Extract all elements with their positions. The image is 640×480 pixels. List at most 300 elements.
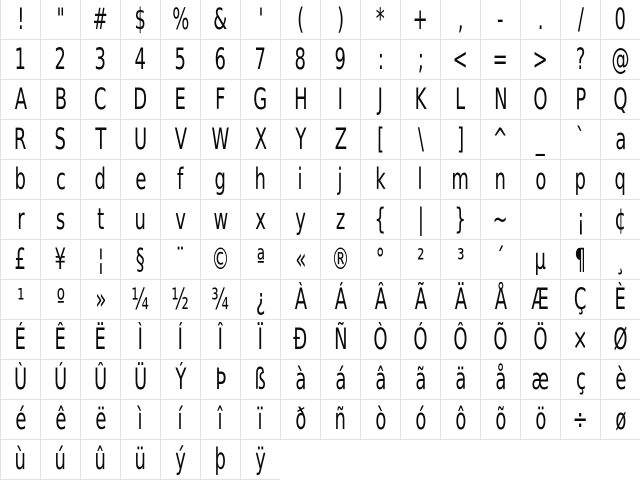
glyph: : — [377, 42, 384, 76]
glyph: s — [55, 202, 66, 236]
glyph-cell — [160, 280, 200, 320]
glyph: Z — [334, 122, 347, 156]
glyph: ß — [254, 362, 267, 396]
glyph: Y — [295, 122, 306, 156]
glyph-cell — [600, 240, 640, 280]
glyph-cell — [440, 280, 480, 320]
glyph: k — [375, 162, 386, 196]
glyph: ¦ — [97, 242, 104, 276]
glyph: ª — [256, 242, 265, 276]
glyph: ¾ — [211, 282, 230, 316]
glyph: N — [493, 82, 508, 116]
glyph-cell — [120, 40, 160, 80]
glyph-cell — [0, 80, 40, 120]
glyph: 5 — [174, 42, 187, 76]
glyph: u — [134, 202, 147, 236]
glyph-cell — [560, 80, 600, 120]
glyph-cell — [240, 40, 280, 80]
glyph: @ — [611, 42, 630, 76]
glyph: Ì — [137, 322, 144, 356]
glyph-row — [0, 360, 640, 400]
glyph-cell — [480, 160, 520, 200]
glyph: ( — [296, 2, 305, 36]
glyph: Ô — [453, 322, 468, 356]
glyph-cell — [0, 200, 40, 240]
glyph-cell — [40, 120, 80, 160]
glyph-cell — [160, 40, 200, 80]
glyph-cell — [320, 0, 360, 40]
glyph: × — [572, 322, 589, 356]
glyph: " — [56, 2, 65, 36]
glyph-cell — [280, 240, 320, 280]
glyph: É — [14, 322, 27, 356]
glyph: , — [457, 2, 464, 36]
glyph-cell — [0, 320, 40, 360]
glyph: ä — [454, 362, 467, 396]
glyph-cell — [280, 40, 320, 80]
glyph: | — [417, 202, 424, 236]
glyph: ó — [414, 402, 427, 436]
glyph-cell — [480, 240, 520, 280]
glyph: % — [171, 2, 190, 36]
glyph-cell — [320, 400, 360, 440]
glyph-cell — [160, 400, 200, 440]
glyph: Æ — [531, 282, 550, 316]
glyph: K — [414, 82, 427, 116]
glyph: û — [94, 442, 107, 476]
glyph: } — [454, 202, 467, 236]
glyph-cell — [520, 80, 560, 120]
glyph-cell — [560, 360, 600, 400]
glyph: 3 — [94, 42, 107, 76]
glyph-cell — [120, 440, 160, 480]
glyph-cell — [320, 240, 360, 280]
glyph-cell — [320, 80, 360, 120]
glyph: A — [14, 82, 27, 116]
glyph-cell — [600, 200, 640, 240]
glyph-cell — [560, 40, 600, 80]
glyph: r — [16, 202, 25, 236]
glyph: J — [377, 82, 384, 116]
glyph: - — [497, 2, 504, 36]
glyph-cell — [320, 160, 360, 200]
glyph-cell — [120, 120, 160, 160]
glyph-cell — [80, 440, 120, 480]
empty-glyph-cell — [520, 200, 560, 240]
glyph-cell — [200, 440, 240, 480]
glyph: ¼ — [131, 282, 150, 316]
glyph-cell — [280, 200, 320, 240]
glyph-cell — [560, 320, 600, 360]
glyph-cell — [200, 80, 240, 120]
glyph-row — [0, 160, 640, 200]
glyph: ö — [534, 402, 547, 436]
glyph-cell — [360, 320, 400, 360]
glyph-cell — [480, 360, 520, 400]
glyph: 4 — [134, 42, 147, 76]
glyph: w — [213, 202, 228, 236]
glyph-cell — [200, 320, 240, 360]
glyph-cell — [160, 160, 200, 200]
glyph-cell — [120, 240, 160, 280]
glyph-cell — [360, 80, 400, 120]
glyph: Ú — [53, 362, 68, 396]
glyph: ) — [336, 2, 345, 36]
glyph-cell — [240, 440, 280, 480]
glyph-cell — [80, 280, 120, 320]
glyph-cell — [240, 0, 280, 40]
glyph-cell — [120, 80, 160, 120]
glyph: 9 — [334, 42, 347, 76]
glyph-cell — [440, 240, 480, 280]
glyph: Å — [494, 282, 507, 316]
glyph-cell — [560, 200, 600, 240]
glyph: i — [298, 162, 303, 196]
glyph: Ó — [413, 322, 428, 356]
glyph: ì — [138, 402, 143, 436]
glyph: \ — [417, 122, 424, 156]
glyph: C — [94, 82, 107, 116]
glyph: ´ — [496, 242, 505, 276]
glyph-cell — [560, 400, 600, 440]
glyph-cell — [480, 400, 520, 440]
glyph-cell — [240, 80, 280, 120]
glyph-cell — [80, 0, 120, 40]
glyph-cell — [160, 240, 200, 280]
glyph: í — [178, 402, 183, 436]
glyph: ' — [258, 2, 263, 36]
glyph: l — [418, 162, 423, 196]
glyph-cell — [440, 360, 480, 400]
glyph-cell — [280, 0, 320, 40]
glyph-cell — [0, 0, 40, 40]
glyph-cell — [400, 360, 440, 400]
glyph: ü — [134, 442, 147, 476]
glyph: B — [54, 82, 67, 116]
glyph-cell — [360, 360, 400, 400]
glyph-cell — [520, 120, 560, 160]
glyph-cell — [480, 40, 520, 80]
glyph: { — [374, 202, 387, 236]
glyph-cell — [160, 120, 200, 160]
glyph: £ — [14, 242, 27, 276]
glyph: Ö — [533, 322, 548, 356]
glyph-cell — [80, 80, 120, 120]
glyph-cell — [560, 240, 600, 280]
glyph-cell — [80, 200, 120, 240]
glyph: § — [136, 242, 145, 276]
glyph: F — [215, 82, 226, 116]
glyph: ? — [575, 42, 586, 76]
glyph: Õ — [493, 322, 508, 356]
glyph: ù — [14, 442, 27, 476]
glyph: + — [412, 2, 429, 36]
glyph-cell — [0, 120, 40, 160]
glyph-cell — [400, 400, 440, 440]
glyph-cell — [120, 360, 160, 400]
glyph-cell — [440, 160, 480, 200]
glyph: z — [335, 202, 346, 236]
glyph: < — [452, 42, 469, 76]
glyph-cell — [400, 320, 440, 360]
glyph-cell — [120, 280, 160, 320]
glyph-cell — [400, 0, 440, 40]
glyph: x — [255, 202, 266, 236]
glyph: ñ — [334, 402, 347, 436]
glyph: h — [254, 162, 267, 196]
glyph-cell — [200, 0, 240, 40]
glyph: ¥ — [54, 242, 67, 276]
glyph-cell — [80, 40, 120, 80]
glyph: c — [55, 162, 66, 196]
glyph: ê — [54, 402, 67, 436]
glyph-cell — [480, 280, 520, 320]
glyph-row — [0, 280, 640, 320]
glyph-cell — [600, 120, 640, 160]
glyph: ½ — [171, 282, 190, 316]
glyph: ² — [416, 242, 425, 276]
glyph-cell — [440, 80, 480, 120]
glyph-cell — [440, 200, 480, 240]
glyph: ø — [614, 402, 627, 436]
glyph: v — [175, 202, 186, 236]
glyph-cell — [480, 80, 520, 120]
glyph: ã — [414, 362, 427, 396]
glyph-row — [0, 240, 640, 280]
glyph-cell — [520, 320, 560, 360]
glyph: # — [92, 2, 109, 36]
glyph-row — [0, 320, 640, 360]
glyph: _ — [536, 122, 545, 156]
glyph-cell — [240, 120, 280, 160]
glyph: Ë — [94, 322, 107, 356]
glyph: U — [133, 122, 148, 156]
glyph: ô — [454, 402, 467, 436]
glyph: µ — [534, 242, 547, 276]
glyph: î — [218, 402, 223, 436]
glyph: ç — [575, 362, 586, 396]
glyph-cell — [160, 200, 200, 240]
glyph-cell — [440, 0, 480, 40]
glyph-cell — [360, 120, 400, 160]
glyph-cell — [320, 120, 360, 160]
glyph-cell — [440, 40, 480, 80]
glyph: ÿ — [255, 442, 266, 476]
glyph-cell — [40, 40, 80, 80]
glyph-cell — [600, 40, 640, 80]
glyph-cell — [280, 120, 320, 160]
glyph-cell — [600, 400, 640, 440]
glyph-cell — [360, 0, 400, 40]
glyph-cell — [360, 240, 400, 280]
glyph-cell — [360, 200, 400, 240]
glyph: o — [534, 162, 547, 196]
glyph-cell — [400, 200, 440, 240]
glyph: Ò — [373, 322, 388, 356]
glyph: a — [614, 122, 627, 156]
glyph-cell — [40, 160, 80, 200]
glyph-cell — [0, 440, 40, 480]
glyph: ; — [417, 42, 424, 76]
glyph: H — [293, 82, 308, 116]
glyph-cell — [40, 80, 80, 120]
glyph-row — [0, 200, 640, 240]
glyph-cell — [240, 240, 280, 280]
glyph-cell — [480, 0, 520, 40]
glyph: È — [614, 282, 627, 316]
glyph: m — [451, 162, 470, 196]
glyph: 7 — [254, 42, 267, 76]
glyph-cell — [200, 120, 240, 160]
glyph: [ — [376, 122, 385, 156]
glyph: é — [14, 402, 27, 436]
glyph-cell — [520, 160, 560, 200]
glyph: 8 — [294, 42, 307, 76]
glyph: 0 — [614, 2, 627, 36]
glyph-cell — [600, 80, 640, 120]
glyph: ! — [16, 2, 25, 36]
glyph: à — [294, 362, 307, 396]
glyph: ¨ — [176, 242, 185, 276]
glyph-cell — [400, 240, 440, 280]
glyph: ³ — [456, 242, 465, 276]
glyph: P — [575, 82, 586, 116]
glyph: Á — [334, 282, 347, 316]
glyph-cell — [120, 400, 160, 440]
glyph: Ø — [613, 322, 628, 356]
glyph: > — [532, 42, 549, 76]
glyph-cell — [600, 360, 640, 400]
glyph: Ð — [293, 322, 308, 356]
glyph: Ê — [54, 322, 67, 356]
glyph: 2 — [54, 42, 67, 76]
glyph: 6 — [214, 42, 227, 76]
glyph-cell — [560, 160, 600, 200]
glyph-cell — [520, 280, 560, 320]
glyph-cell — [40, 320, 80, 360]
glyph-cell — [160, 0, 200, 40]
glyph: ¿ — [255, 282, 266, 316]
glyph-cell — [520, 240, 560, 280]
glyph: e — [134, 162, 147, 196]
glyph-row — [0, 80, 640, 120]
glyph-cell — [240, 280, 280, 320]
glyph-cell — [280, 400, 320, 440]
glyph-cell — [320, 320, 360, 360]
glyph: ] — [456, 122, 465, 156]
glyph-cell — [200, 400, 240, 440]
glyph-cell — [400, 40, 440, 80]
glyph-cell — [600, 160, 640, 200]
glyph: = — [492, 42, 509, 76]
glyph-cell — [560, 280, 600, 320]
glyph-cell — [480, 120, 520, 160]
glyph-cell — [200, 40, 240, 80]
glyph: q — [614, 162, 627, 196]
glyph: ë — [94, 402, 107, 436]
glyph-cell — [200, 160, 240, 200]
glyph-cell — [280, 160, 320, 200]
glyph: I — [337, 82, 344, 116]
glyph-cell — [320, 40, 360, 80]
glyph: Ý — [175, 362, 186, 396]
glyph: ÷ — [572, 402, 589, 436]
glyph-cell — [560, 0, 600, 40]
glyph-cell — [0, 360, 40, 400]
glyph-cell — [360, 160, 400, 200]
glyph-cell — [280, 280, 320, 320]
glyph: G — [253, 82, 268, 116]
glyph-cell — [520, 360, 560, 400]
glyph-cell — [0, 400, 40, 440]
glyph: j — [338, 162, 343, 196]
glyph-cell — [400, 160, 440, 200]
glyph: õ — [494, 402, 507, 436]
glyph: d — [94, 162, 107, 196]
glyph: ¶ — [574, 242, 587, 276]
glyph-cell — [120, 320, 160, 360]
glyph: E — [174, 82, 187, 116]
glyph-cell — [120, 200, 160, 240]
glyph: Ü — [133, 362, 148, 396]
glyph-cell — [520, 40, 560, 80]
glyph-cell — [400, 80, 440, 120]
glyph-cell — [80, 400, 120, 440]
empty-area — [280, 440, 640, 480]
glyph-cell — [120, 0, 160, 40]
glyph: ï — [258, 402, 263, 436]
glyph: « — [294, 242, 307, 276]
glyph-cell — [240, 160, 280, 200]
glyph: ^ — [492, 122, 509, 156]
glyph-cell — [200, 360, 240, 400]
glyph: Ã — [414, 282, 427, 316]
glyph-cell — [160, 320, 200, 360]
glyph: Í — [177, 322, 184, 356]
glyph: Ù — [13, 362, 28, 396]
glyph: y — [295, 202, 306, 236]
glyph: ð — [294, 402, 307, 436]
glyph-cell — [360, 40, 400, 80]
glyph-cell — [200, 240, 240, 280]
glyph: X — [254, 122, 267, 156]
glyph: f — [177, 162, 184, 196]
glyph-cell — [0, 40, 40, 80]
glyph: À — [294, 282, 307, 316]
glyph: ò — [374, 402, 387, 436]
glyph-cell — [360, 400, 400, 440]
glyph: g — [214, 162, 227, 196]
glyph-cell — [200, 280, 240, 320]
glyph: ® — [331, 242, 350, 276]
glyph: W — [211, 122, 230, 156]
glyph-cell — [600, 0, 640, 40]
glyph: 1 — [14, 42, 27, 76]
glyph: ° — [376, 242, 385, 276]
glyph-cell — [560, 120, 600, 160]
glyph: ¹ — [16, 282, 25, 316]
glyph: è — [614, 362, 627, 396]
glyph-cell — [200, 200, 240, 240]
glyph: » — [94, 282, 107, 316]
glyph-cell — [440, 400, 480, 440]
glyph-cell — [80, 120, 120, 160]
glyph-cell — [40, 360, 80, 400]
glyph-cell — [80, 240, 120, 280]
glyph-cell — [520, 0, 560, 40]
glyph: O — [533, 82, 548, 116]
glyph-cell — [320, 360, 360, 400]
